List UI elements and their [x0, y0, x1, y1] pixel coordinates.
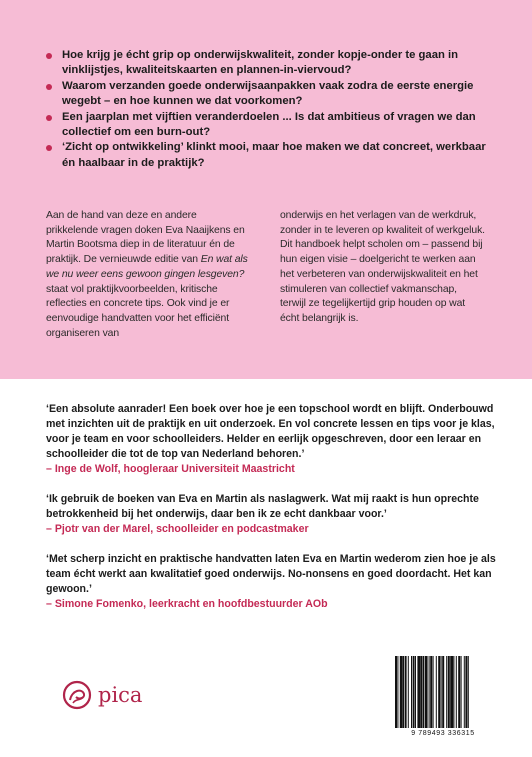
quote-author: – Pjotr van der Marel, schoolleider en podcastmaker: [46, 523, 309, 535]
bullet-icon: [46, 115, 52, 121]
quote-text: ‘Ik gebruik de boeken van Eva en Martin als naslagwerk. Wat mij raakt is hun oprechte betrokkenheid bij het onderwijs, daar ben ik ze echt dankbaar voor.’: [46, 493, 479, 520]
question-list: [46, 48, 486, 171]
body-text: Aan de hand van deze en andere prikkelende vragen doken Eva Naaijkens en Martin Bootsma diep in de literatuur én de praktijk. De vernieuwde editie van: [46, 210, 245, 266]
quote-author: – Simone Fomenko, leerkracht en hoofdbestuurder AOb: [46, 598, 328, 610]
quote-text: ‘Met scherp inzicht en praktische handvatten laten Eva en Martin wederom zien hoe je als team écht werkt aan kwalitatief goed onderwijs. No-nonsens en goed doordacht. Het kan gewoon.’: [46, 553, 496, 595]
question-text: Een jaarplan met vijftien veranderdoelen ... Is dat ambitieus of vragen we dan collectief om een burn-out?: [62, 110, 476, 139]
endorsement: [46, 402, 496, 477]
quote-text: ‘Een absolute aanrader! Een boek over hoe je een topschool wordt en blijft. Onderbouwd met inzichten uit de praktijk en uit onderzoek. En vol concrete lessen en tips voor je klas, voor je team en voor schoolleiders. Helder en eerlijk opgeschreven, door een leraar en schoolleider die tot de top van Nederland behoren.’: [46, 403, 495, 460]
body-column-left: [46, 209, 251, 341]
question-text: ‘Zicht op ontwikkeling’ klinkt mooi, maar hoe maken we dat concreet, werkbaar én haalbaar in de praktijk?: [62, 141, 486, 169]
publisher-name: pica: [98, 683, 143, 707]
question-item: [46, 140, 486, 171]
publisher-logo: [62, 680, 142, 710]
book-title: En wat als we nu weer eens gewoon gingen lesgeven?: [46, 254, 248, 280]
body-text: Dit handboek helpt scholen om – passend bij hun eigen visie – doelgericht te werken aan het verbeteren van onderwijskwaliteit en het stimuleren van collectief vakmanschap, terwijl ze tegelijkertijd grip houden op wat écht belangrijk is.: [280, 239, 483, 324]
body-column-right: [280, 209, 485, 327]
bullet-icon: [46, 145, 52, 151]
quote-author: – Inge de Wolf, hoogleraar Universiteit Maastricht: [46, 463, 295, 475]
endorsement: [46, 552, 496, 612]
question-item: [46, 110, 486, 141]
pica-swirl-icon: [62, 680, 92, 710]
isbn-number: 9 789493 336315: [411, 730, 475, 737]
barcode-icon: [395, 656, 491, 728]
body-text: staat vol praktijkvoorbeelden, kritische reflecties en concrete tips. Ook vind je er eenvoudige handvatten voor het efficiënt organiseren van: [46, 283, 230, 339]
body-text: onderwijs en het verlagen van de werkdruk, zonder in te leveren op kwaliteit of werkgeluk.: [280, 210, 485, 236]
question-text: Waarom verzanden goede onderwijsaanpakken vaak zodra de eerste energie wegebt – en hoe kunnen we dat voorkomen?: [62, 79, 474, 108]
bullet-icon: [46, 84, 52, 90]
question-item: [46, 79, 486, 110]
question-text: Hoe krijg je écht grip op onderwijskwaliteit, zonder kopje-onder te gaan in vinklijstjes, kwaliteitskaarten en plannen-in-viervoud?: [62, 49, 459, 77]
endorsements: [46, 402, 496, 627]
question-item: [46, 48, 486, 79]
bullet-icon: [46, 53, 52, 59]
endorsement: [46, 492, 496, 537]
